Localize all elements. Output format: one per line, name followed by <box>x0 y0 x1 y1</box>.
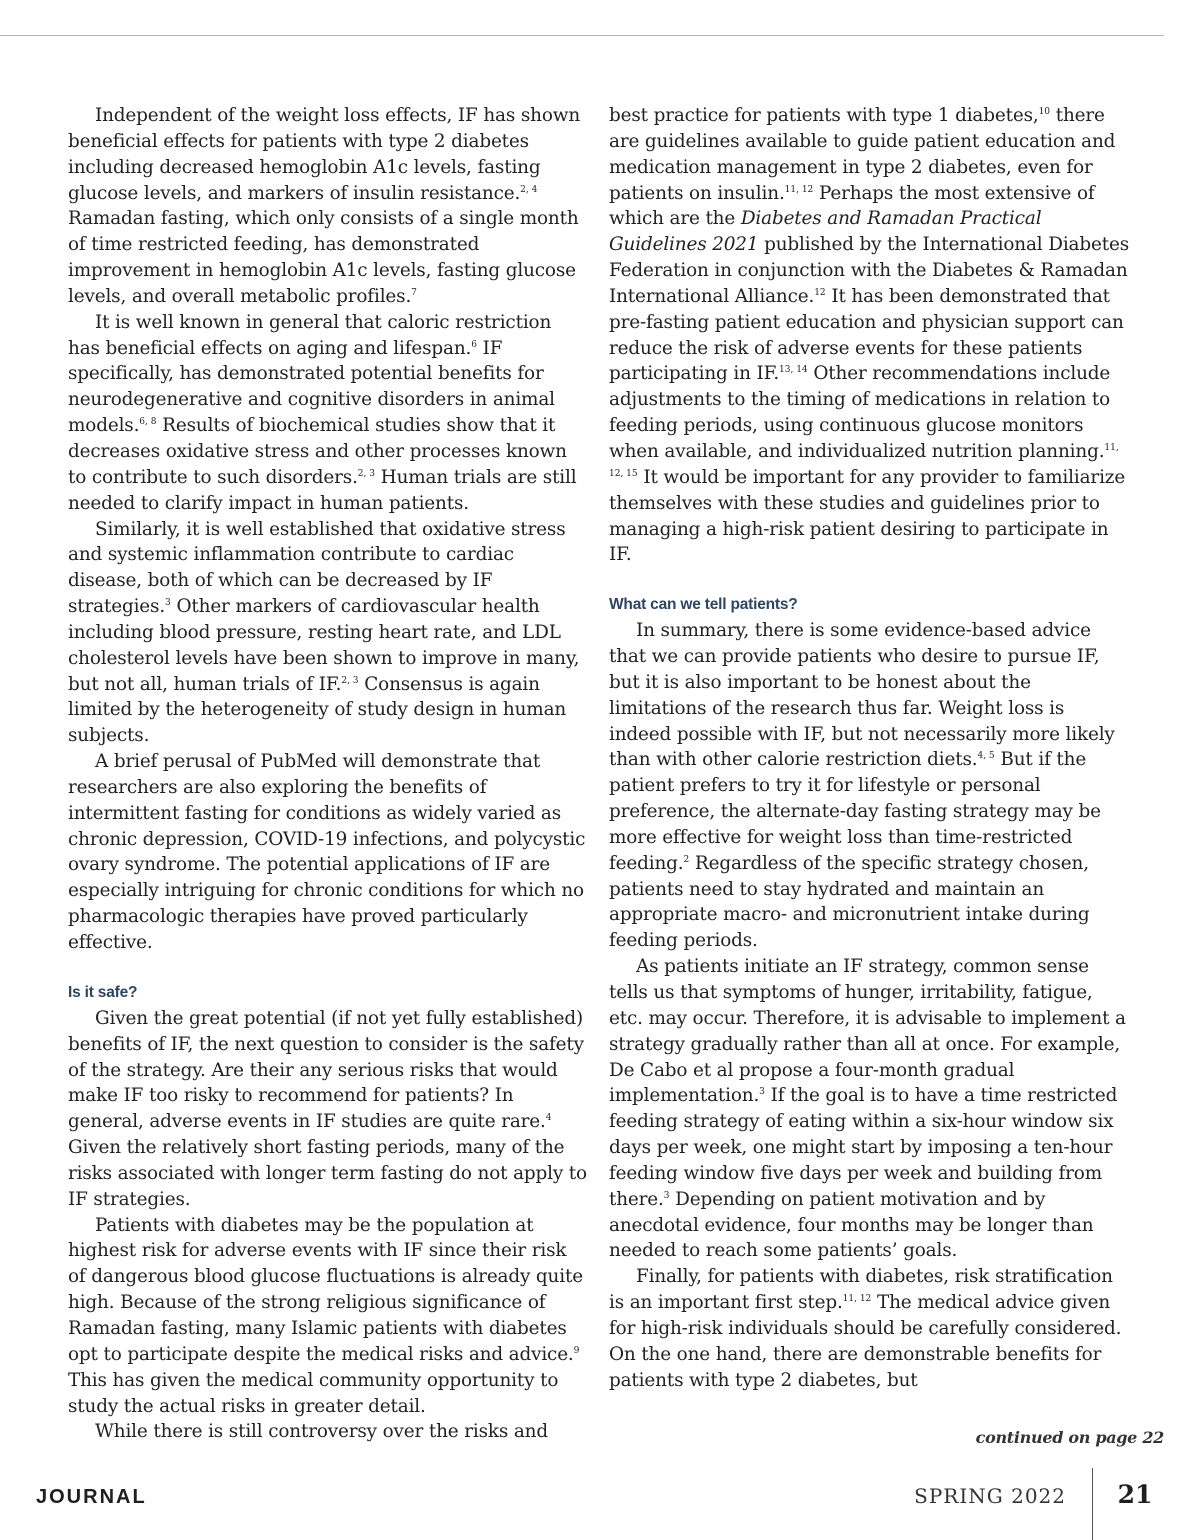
left-column <box>68 103 588 1445</box>
section-heading-is-it-safe: Is it safe? <box>68 983 138 1001</box>
paragraph-summary: In summary, there is some evidence-based advice that we can provide patients who desire to pursue IF, but it is also important to be honest about the limitations of the research thus far. Weight loss is indeed possible with IF, but not necessarily more likely than with other calorie restriction diets.$^{4, 5}$ But if the patient prefers to try it for lifestyle or personal preference, the alternate-day fasting strategy may be more effective for weight loss than time-restricted feeding.$^2$ Regardless of the specific strategy chosen, patients need to stay hydrated and maintain an appropriate macro- and micronutrient intake during feeding periods. <box>609 620 1115 952</box>
page-number: 21 <box>1117 1480 1153 1509</box>
paragraph-weight-loss-effects: Independent of the weight loss effects, IF has shown beneficial effects for patients with type 2 diabetes including decreased hemoglobin A1c levels, fasting glucose levels, and markers of insulin resistance.$^{2, 4}$ Ramadan fasting, which only consists of a single month of time restricted feeding, has demonstrated improvement in hemoglobin A1c levels, fasting glucose levels, and overall metabolic profiles.$^7$ <box>68 105 581 307</box>
paragraph-caloric-restriction: It is well known in general that caloric restriction has beneficial effects on aging and lifespan.$^6$ IF specifically, has demonstrated potential benefits for neurodegenerative and cognitive disorders in animal models.$^{6, 8}$ Results of biochemical studies show that it decreases oxidative stress and other processes known to contribute to such disorders.$^{2, 3}$ Human trials are still needed to clarify impact in human patients. <box>68 311 577 514</box>
footer-issue: SPRING 2022 <box>914 1484 1066 1508</box>
paragraph-pubmed-perusal: A brief perusal of PubMed will demonstrate that researchers are also exploring the benefits of intermittent fasting for conditions as widely varied as chronic depression, COVID-19 infections, and polycystic ovary syndrome. The potential applications of IF are especially intriguing for chronic conditions for which no pharmacologic therapies have proved particularly effective. <box>68 751 586 953</box>
paragraph-gradual-strategy: As patients initiate an IF strategy, common sense tells us that symptoms of hunger, irritability, fatigue, etc. may occur. Therefore, it is advisable to implement a strategy gradually rather than all at once. For example, De Cabo et al propose a four-month gradual implementation.$^3$ If the goal is to have a time restricted feeding strategy of eating within a six-hour window six days per week, one might start by imposing a ten-hour feeding window five days per week and building from there.$^3$ Depending on patient motivation and by anecdotal evidence, four months may be longer than needed to reach some patients’ goals. <box>609 956 1126 1262</box>
paragraph-diabetes-risk: Patients with diabetes may be the population at highest risk for adverse events with IF since their risk of dangerous blood glucose fluctuations is already quite high. Because of the strong religious significance of Ramadan fasting, many Islamic patients with diabetes opt to participate despite the medical risks and advice.$^9$ This has given the medical community opportunity to study the actual risks in greater detail. <box>68 1214 583 1417</box>
right-column <box>609 103 1131 1394</box>
footer-journal-name: JOURNAL <box>36 1486 147 1508</box>
footer-divider <box>1092 1468 1093 1540</box>
section-heading-what-can-we-tell-patients: What can we tell patients? <box>609 596 798 614</box>
paragraph-risk-stratification: Finally, for patients with diabetes, risk stratification is an important first step.$^{11, 12}$ The medical advice given for high-risk individuals should be carefully considered. On the one hand, there are demonstrable benefits for patients with type 2 diabetes, but <box>609 1266 1122 1391</box>
continued-on-page-note: continued on page 22 <box>975 1428 1164 1447</box>
paragraph-safety-question: Given the great potential (if not yet fully established) benefits of IF, the next question to consider is the safety of the strategy. Are their any serious risks that would make IF too risky to recommend for patients? In general, adverse events in IF studies are quite rare.$^4$ Given the relatively short fasting periods, many of the risks associated with longer term fasting do not apply to IF strategies. <box>68 1007 587 1210</box>
guidelines-title: Diabetes and Ramadan Practical Guidelines 2021 <box>609 208 1042 256</box>
paragraph-controversy: While there is still controversy over the risks and <box>95 1421 548 1443</box>
paragraph-cardiac-disease: Similarly, it is well established that oxidative stress and systemic inflammation contribute to cardiac disease, both of which can be decreased by IF strategies.$^3$ Other markers of cardiovascular health including blood pressure, resting heart rate, and LDL cholesterol levels have been shown to improve in many, but not all, human trials of IF.$^{2, 3}$ Consensus is again limited by the heterogeneity of study design in human subjects. <box>68 518 580 747</box>
top-rule <box>0 35 1164 36</box>
paragraph-guidelines: best practice for patients with type 1 diabetes,$^{10}$ there are guidelines available to guide patient education and medication management in type 2 diabetes, even for patients on insulin.$^{11, 12}$ Perhaps the most extensive of which are the Diabetes and Ramadan Practical Guidelines 2021 published by the International Diabetes Federation in conjunction with the Diabetes & Ramadan International Alliance.$^{12}$ It has been demonstrated that pre-fasting patient education and physician support can reduce the risk of adverse events for these patients participating in IF.$^{13, 14}$ Other recommendations include adjustments to the timing of medications in relation to feeding periods, using continuous glucose monitors when available, and individualized nutrition planning.$^{11, 12, 15}$ It would be important for any provider to familiarize themselves with these studies and guidelines prior to managing a high-risk patient desiring to participate in IF. <box>609 105 1129 566</box>
